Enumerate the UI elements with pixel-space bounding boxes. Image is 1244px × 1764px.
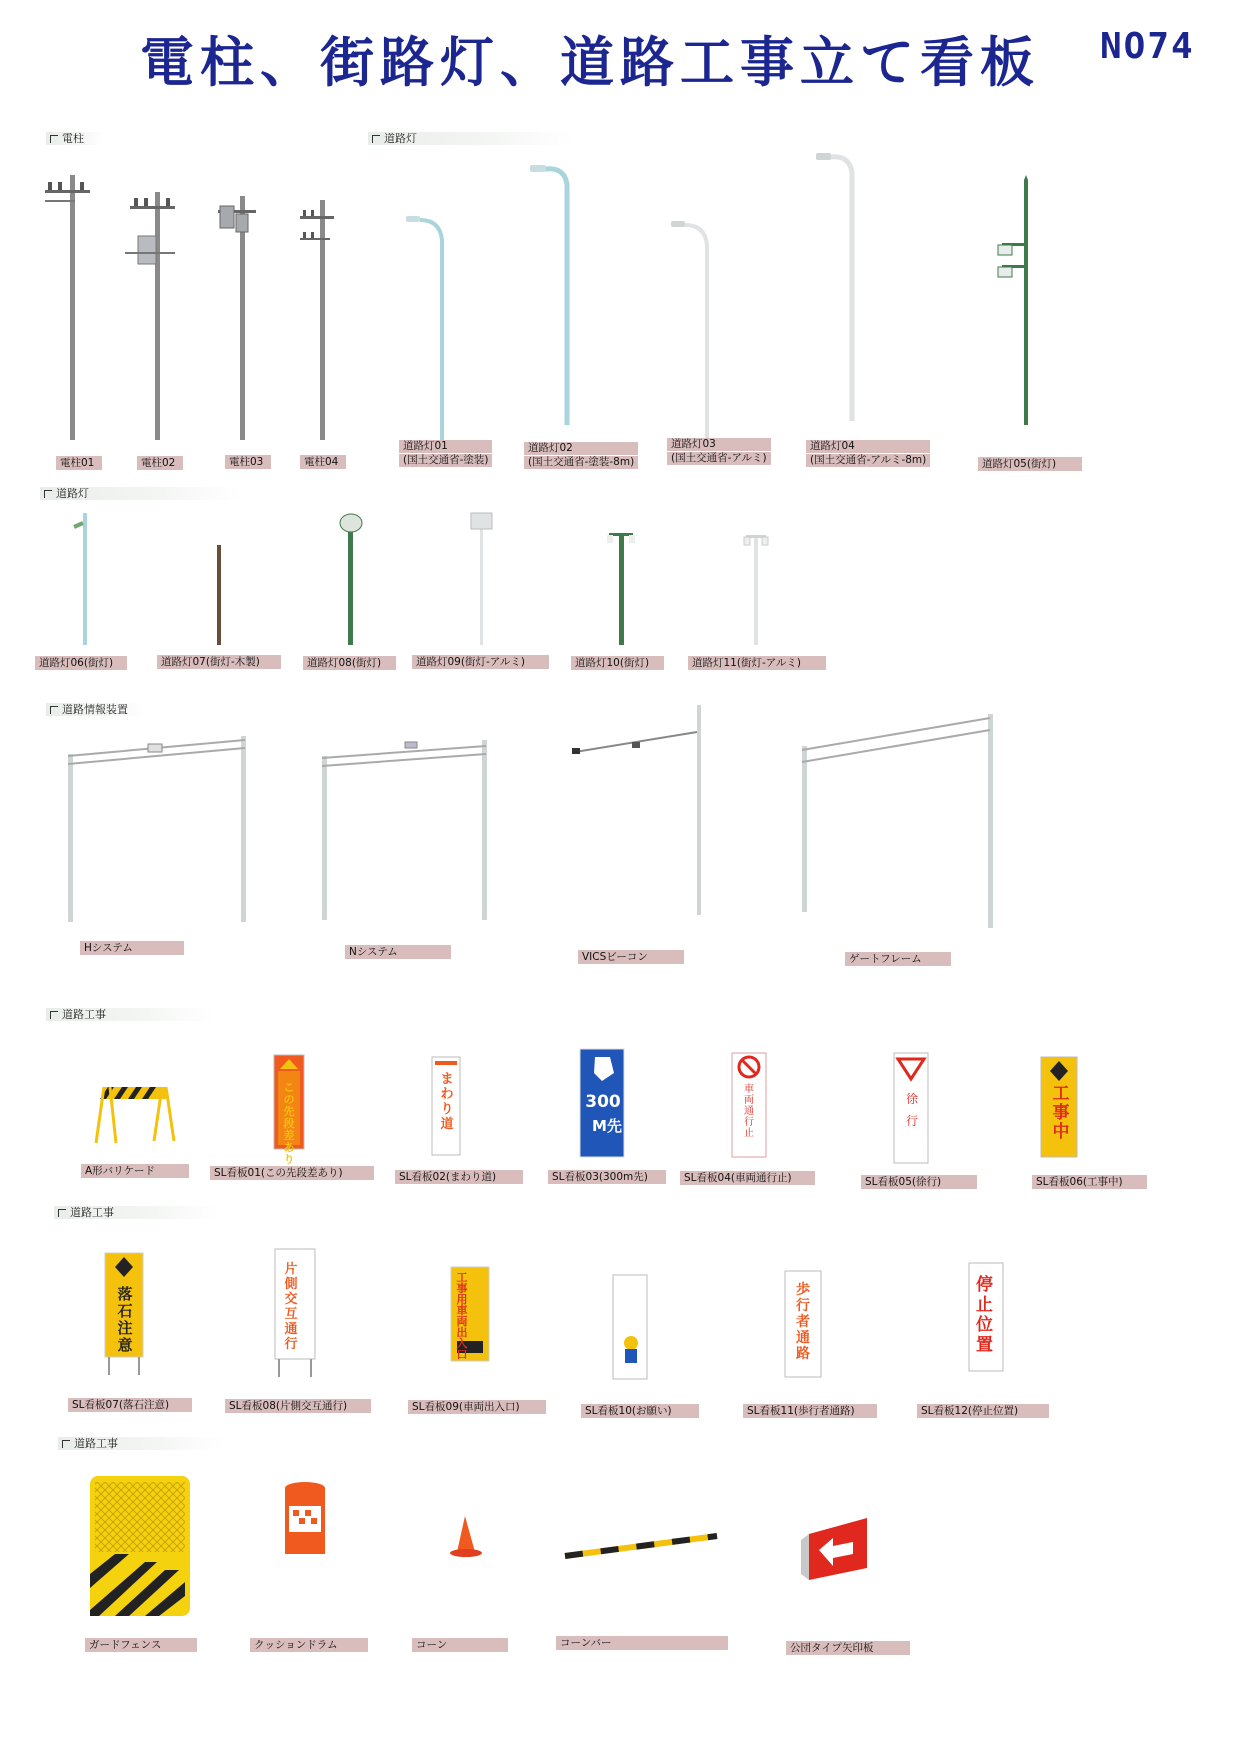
label-road-light-10: 道路灯10(街灯) <box>571 656 664 670</box>
sign-12-text: 停止位置 <box>976 1275 993 1355</box>
label-road-light-05: 道路灯05(街灯) <box>978 457 1082 471</box>
section-header-road-works-3: 道路工事 <box>58 1437 224 1450</box>
label-vics-beacon: VICSビーコン <box>578 950 684 964</box>
pole-01-drawing <box>45 175 90 440</box>
label-road-light-06: 道路灯06(街灯) <box>35 656 127 670</box>
document-number: NO74 <box>1100 26 1195 67</box>
label-road-light-08: 道路灯08(街灯) <box>303 656 396 670</box>
pole-04-drawing <box>300 200 334 440</box>
road-info-figure <box>60 700 1020 940</box>
label-sl-sign-03: SL看板03(300m先) <box>548 1170 666 1184</box>
sign-08-text: 片側交互通行 <box>284 1262 298 1352</box>
label-sl-sign-06: SL看板06(工事中) <box>1032 1175 1147 1189</box>
label-road-light-02 <box>524 442 638 470</box>
road-light-02-name: 道路灯02 <box>524 442 638 455</box>
label-cushion-drum: クッションドラム <box>250 1638 368 1652</box>
pole-02-drawing <box>125 192 175 440</box>
label-pole-03: 電柱03 <box>225 455 271 469</box>
road-lights-1-figure <box>390 145 1110 445</box>
road-light-03-name: 道路灯03 <box>667 438 771 451</box>
road-works-3-figure <box>85 1470 885 1620</box>
road-light-03-sub: (国土交通省-アルミ) <box>667 452 771 465</box>
label-sl-sign-07: SL看板07(落石注意) <box>68 1398 192 1412</box>
label-n-system: Nシステム <box>345 945 451 959</box>
road-lights-2-figure <box>60 505 800 645</box>
section-header-road-works-1: 道路工事 <box>46 1008 214 1021</box>
sign-01-text: この先段差あり <box>283 1081 295 1166</box>
label-a-barricade: A形バリケード <box>81 1164 189 1178</box>
road-light-02-sub: (国土交通省-塗装-8m) <box>524 456 638 469</box>
label-sl-sign-05: SL看板05(徐行) <box>861 1175 977 1189</box>
pole-03-drawing <box>218 196 256 440</box>
sign-04-text: 車両通行止 <box>744 1084 754 1139</box>
label-road-light-01 <box>399 440 492 468</box>
road-light-01-name: 道路灯01 <box>399 440 492 453</box>
section-header-utility-poles: 電柱 <box>46 132 104 145</box>
label-road-light-04 <box>806 440 930 468</box>
sign-05-text: 徐行 <box>905 1092 918 1128</box>
label-road-light-03 <box>667 438 771 466</box>
road-light-04-name: 道路灯04 <box>806 440 930 453</box>
sign-06-text: 工事中 <box>1052 1084 1070 1142</box>
label-arrow-board: 公団タイプ矢印板 <box>786 1641 910 1655</box>
utility-poles-figure <box>30 170 340 445</box>
label-sl-sign-04: SL看板04(車両通行止) <box>680 1171 815 1185</box>
section-header-road-lights-1: 道路灯 <box>368 132 573 145</box>
label-road-light-09: 道路灯09(街灯-アルミ) <box>412 655 549 669</box>
label-h-system: Hシステム <box>80 941 184 955</box>
label-pole-01: 電柱01 <box>56 456 102 470</box>
label-pole-04: 電柱04 <box>300 455 346 469</box>
label-sl-sign-08: SL看板08(片側交互通行) <box>225 1399 371 1413</box>
label-sl-sign-12: SL看板12(停止位置) <box>917 1404 1049 1418</box>
label-sl-sign-01: SL看板01(この先段差あり) <box>210 1166 374 1180</box>
road-light-01-sub: (国土交通省-塗装) <box>399 454 492 467</box>
sign-03-number: 300 <box>585 1092 621 1112</box>
label-guard-fence: ガードフェンス <box>85 1638 197 1652</box>
road-light-04-sub: (国土交通省-アルミ-8m) <box>806 454 930 467</box>
label-cone: コーン <box>412 1638 508 1652</box>
sign-03-unit: M先 <box>592 1117 622 1135</box>
barricade-drawing <box>96 1087 174 1143</box>
label-sl-sign-09: SL看板09(車両出入口) <box>408 1400 546 1414</box>
section-header-road-lights-2: 道路灯 <box>40 487 242 500</box>
label-road-light-11: 道路灯11(街灯-アルミ) <box>688 656 826 670</box>
sign-11-text: 歩行者通路 <box>796 1282 810 1362</box>
section-header-road-works-2: 道路工事 <box>54 1206 220 1219</box>
page-title: 電柱、街路灯、道路工事立て看板 <box>140 31 1040 94</box>
label-cone-bar: コーンバー <box>556 1636 728 1650</box>
label-sl-sign-10: SL看板10(お願い) <box>581 1404 699 1418</box>
sign-07-text: 落石注意 <box>117 1285 133 1354</box>
sign-09-text: 工事用車両出入口 <box>456 1271 468 1361</box>
label-gate-frame: ゲートフレーム <box>845 952 951 966</box>
label-sl-sign-02: SL看板02(まわり道) <box>395 1170 523 1184</box>
label-sl-sign-11: SL看板11(歩行者通路) <box>743 1404 877 1418</box>
section-header-road-info: 道路情報装置 <box>46 703 146 716</box>
sign-02-text: まわり道 <box>440 1072 454 1132</box>
road-works-2-figure <box>95 1245 1035 1385</box>
label-road-light-07: 道路灯07(街灯-木製) <box>157 655 281 669</box>
label-pole-02: 電柱02 <box>137 456 183 470</box>
